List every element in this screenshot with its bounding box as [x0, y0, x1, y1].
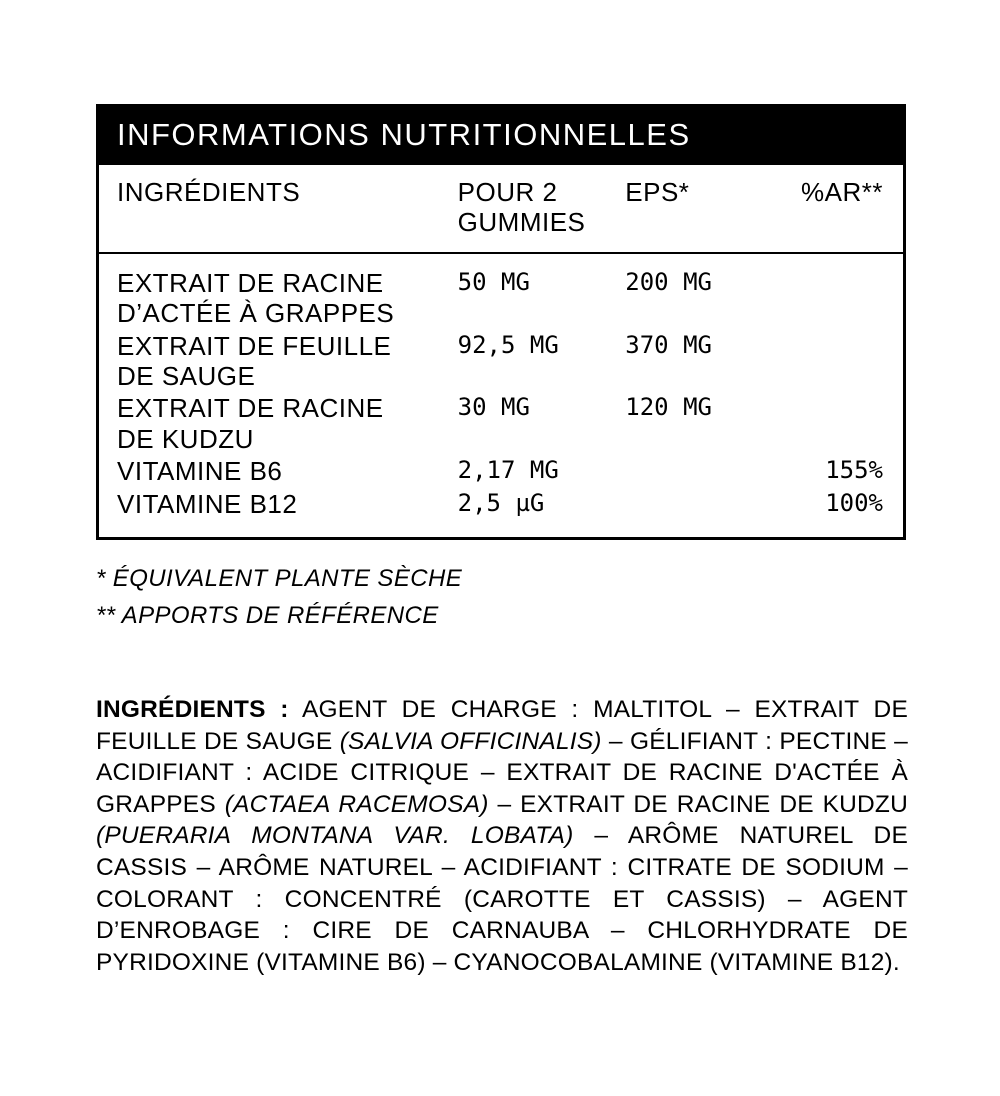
footnote-ar: ** APPORTS DE RÉFÉRENCE — [96, 602, 439, 630]
table-row — [99, 489, 903, 521]
header-eps: EPS* — [625, 177, 690, 207]
row-amount: 50 MG — [457, 267, 530, 296]
row-name — [99, 331, 458, 394]
row-eps: 200 MG — [625, 267, 712, 296]
row-amount: 2,17 MG — [457, 456, 559, 485]
header-ar: %AR** — [801, 177, 883, 207]
table-row — [99, 331, 903, 394]
table-row — [99, 393, 903, 456]
row-name: VITAMINE B6 — [117, 456, 283, 487]
row-name-line2: DE KUDZU — [117, 423, 254, 454]
footnote-eps: * ÉQUIVALENT PLANTE SÈCHE — [96, 565, 463, 592]
row-ar: 100% — [825, 488, 883, 517]
row-ar — [767, 393, 903, 456]
ingredients-latin-2: (ACTAEA RACEMOSA) — [224, 790, 489, 818]
ingredients-text-3: – EXTRAIT DE RACINE DE KUDZU — [488, 790, 908, 818]
ingredients-label: INGRÉDIENTS : — [96, 696, 289, 723]
row-ar — [767, 331, 903, 394]
nutrition-table — [99, 165, 903, 537]
ingredients-text-1: AGENT DE CHARGE : MALTITOL – EXTRAIT DE FEUILLE DE SAUGE — [96, 696, 908, 755]
spacer-row — [99, 253, 903, 268]
row-name-line1: EXTRAIT DE FEUILLE — [117, 330, 392, 361]
row-name-line2: DE SAUGE — [117, 361, 256, 392]
row-name — [99, 393, 458, 456]
row-eps — [625, 456, 766, 488]
panel-title: INFORMATIONS NUTRITIONNELLES — [99, 107, 903, 165]
row-eps: 120 MG — [625, 393, 712, 422]
row-name: VITAMINE B12 — [117, 488, 298, 519]
header-ingredients: INGRÉDIENTS — [117, 177, 301, 207]
header-rule-row — [99, 244, 903, 253]
ingredients-latin-1: (SALVIA OFFICINALIS) — [339, 727, 602, 755]
header-amount-line1: POUR 2 — [457, 177, 558, 207]
header-divider — [99, 244, 903, 253]
footnotes — [96, 560, 906, 634]
row-name-line2: D’ACTÉE À GRAPPES — [117, 298, 395, 329]
bottom-spacer-row — [99, 521, 903, 537]
table-header-row — [99, 165, 903, 244]
header-amount — [458, 165, 626, 244]
ingredients-text-2: – GÉLIFIANT : PECTINE – ACIDIFIANT : ACIDE CITRIQUE – EXTRAIT DE RACINE D'ACTÉE À GRAPPES — [96, 727, 908, 818]
row-ar — [767, 268, 903, 331]
row-amount: 30 MG — [457, 393, 530, 422]
header-amount-line2: GUMMIES — [457, 207, 586, 238]
row-name-line1: EXTRAIT DE RACINE — [117, 267, 384, 298]
nutrition-facts-panel — [96, 104, 906, 540]
row-name-line1: EXTRAIT DE RACINE — [117, 393, 384, 424]
row-amount: 92,5 MG — [457, 330, 559, 359]
table-row — [99, 456, 903, 488]
row-amount: 2,5 µG — [457, 488, 545, 517]
ingredients-text-4: – ARÔME NATUREL DE CASSIS – ARÔME NATUREL – ACIDIFIANT : CITRATE DE SODIUM – COLORANT : CONCENTRÉ (CAROTTE ET CASSIS) – AGENT D’ENROBAGE : CIRE DE CARNAUBA – CHLORHYDRATE DE PYRIDOXINE (VITAMINE B6) – CYANOCOBALAMINE (VITAMINE B12). — [96, 822, 908, 976]
ingredients-latin-3: (PUERARIA MONTANA VAR. LOBATA) — [96, 822, 574, 850]
row-eps: 370 MG — [625, 330, 712, 359]
row-name — [99, 268, 458, 331]
ingredients-paragraph — [96, 694, 908, 978]
table-row — [99, 268, 903, 331]
row-eps — [625, 489, 766, 521]
row-ar: 155% — [825, 456, 883, 485]
